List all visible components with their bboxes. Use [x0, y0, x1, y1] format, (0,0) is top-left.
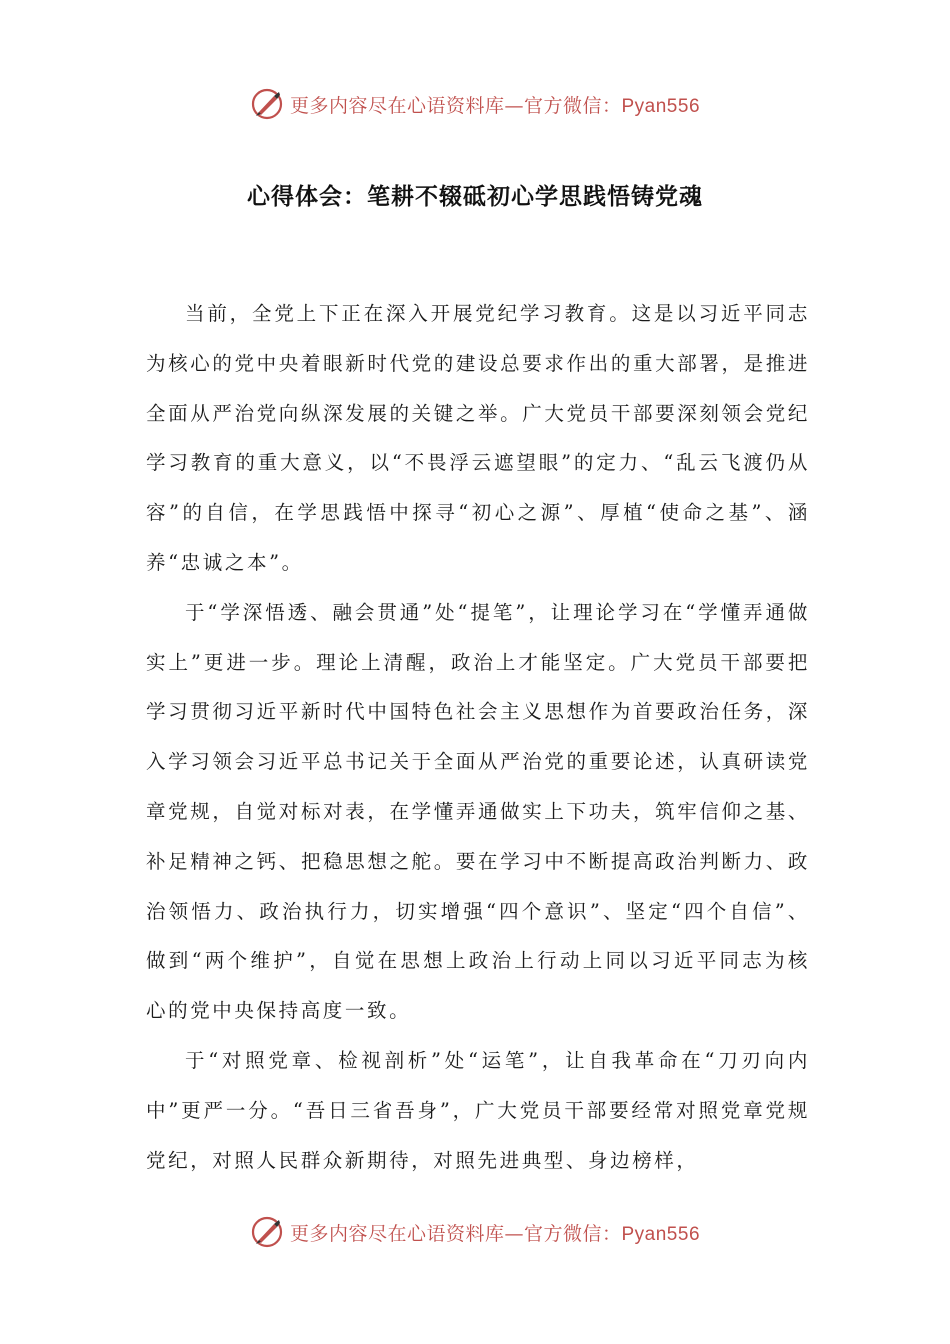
paragraph-1: 当前，全党上下正在深入开展党纪学习教育。这是以习近平同志为核心的党中央着眼新时代党的建设总要求作出的重大部署，是推进全面从严治党向纵深发展的关键之举。广大党员干部要深刻领会党纪学习教育的重大意义，以“不畏浮云遮望眼”的定力、“乱云飞渡仍从容”的自信，在学思践悟中探寻“初心之源”、厚植“使命之基”、涵养“忠诚之本”。 — [146, 302, 810, 574]
header-promo-cn: 更多内容尽在心语资料库—官方微信： — [289, 94, 622, 117]
paragraph-2: 于“学深悟透、融会贯通”处“提笔”，让理论学习在“学懂弄通做实上”更进一步。理论上清醒，政治上才能坚定。广大党员干部要把学习贯彻习近平新时代中国特色社会主义思想作为首要政治任务，深入学习领会习近平总书记关于全面从严治党的重要论述，认真研读党章党规，自觉对标对表，在学懂弄通做实上下功夫，筑牢信仰之基、补足精神之钙、把稳思想之舵。要在学习中不断提高政治判断力、政治领悟力、政治执行力，切实增强“四个意识”、坚定“四个自信”、做到“两个维护”，自觉在思想上政治上行动上同以习近平同志为核心的党中央保持高度一致。 — [146, 600, 810, 1023]
header-promo-text — [290, 91, 700, 118]
document-body — [146, 289, 810, 1185]
footer-promo-text — [290, 1219, 700, 1246]
footer-banner — [0, 1212, 950, 1252]
document-title: 心得体会：笔耕不辍砥初心学思践悟铸党魂 — [247, 184, 703, 210]
quill-logo-icon — [250, 1215, 284, 1249]
header-banner — [0, 84, 950, 124]
paragraph-3: 于“对照党章、检视剖析”处“运笔”，让自我革命在“刀刃向内中”更严一分。“吾日三省吾身”，广大党员干部要经常对照党章党规党纪，对照人民群众新期待，对照先进典型、身边榜样， — [146, 1048, 810, 1172]
footer-promo-cn: 更多内容尽在心语资料库—官方微信： — [289, 1222, 622, 1245]
quill-logo-icon — [250, 87, 284, 121]
footer-wechat-id: Pyan556 — [621, 1223, 701, 1245]
header-wechat-id: Pyan556 — [621, 95, 701, 117]
